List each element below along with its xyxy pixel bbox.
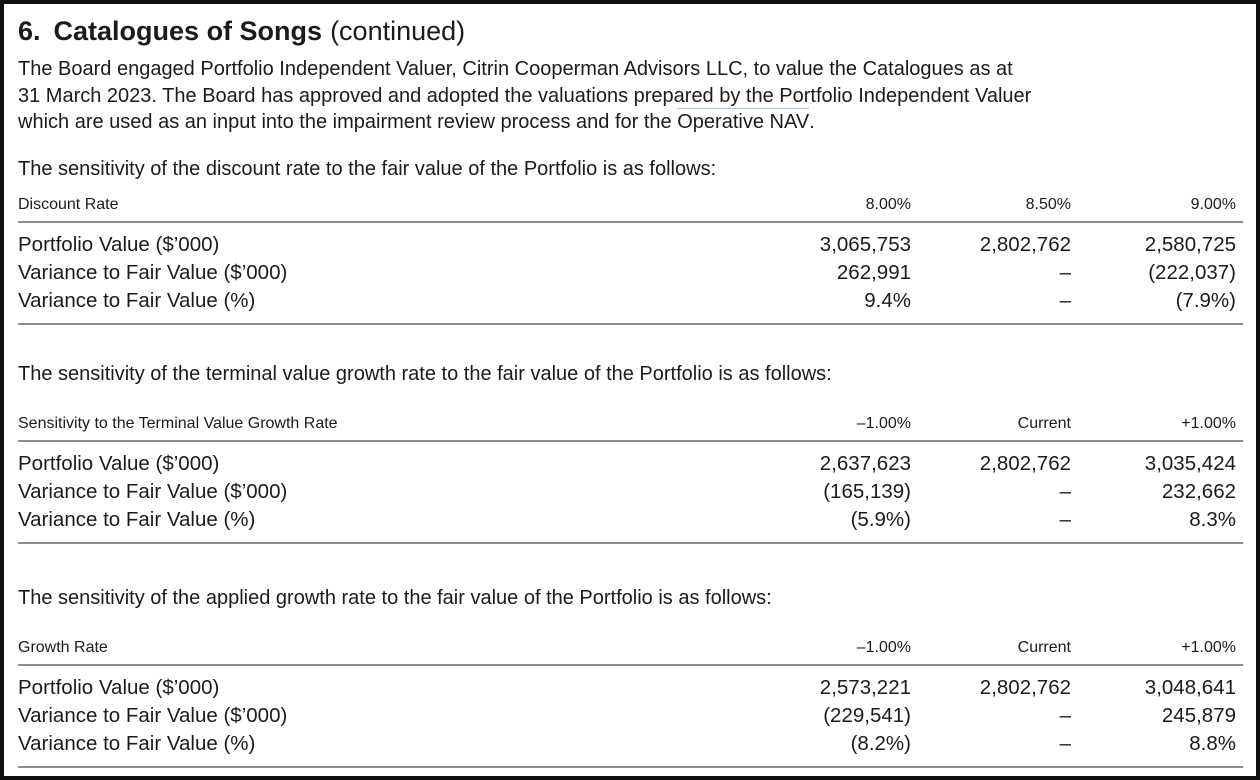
column-header-value-1: 8.00%	[761, 196, 911, 222]
cell-value: –	[1059, 260, 1071, 284]
cell-value: 2,573,221	[819, 675, 911, 699]
row-label: Variance to Fair Value (%)	[18, 730, 761, 767]
row-label: Portfolio Value ($’000)	[18, 675, 220, 699]
row-label: Variance to Fair Value (%)	[18, 506, 761, 543]
discount-rate-lead: The sensitivity of the discount rate to the fair value of the Portfolio is as follows:	[18, 157, 717, 180]
cell-value: 3,048,641	[1144, 675, 1236, 699]
intro-paragraph	[18, 56, 1243, 136]
cell-value: –	[911, 730, 1071, 767]
column-header-value-3: 9.00%	[1071, 196, 1243, 222]
cell-value: –	[1059, 479, 1071, 503]
cell-value: 2,802,762	[979, 451, 1071, 475]
section-heading	[18, 16, 1243, 47]
table-row	[18, 478, 1243, 506]
cell-value: (222,037)	[1148, 260, 1236, 284]
column-header-value-3: +1.00%	[1071, 639, 1243, 665]
terminal-value-growth-section	[18, 362, 1243, 544]
column-header-label: Discount Rate	[18, 196, 761, 222]
cell-value: –	[1059, 703, 1071, 727]
section-number: 6.	[18, 16, 41, 46]
discount-rate-table	[18, 196, 1243, 325]
section-title-suffix: (continued)	[330, 16, 466, 46]
operative-nav-link[interactable]: Operative NAV	[677, 108, 809, 136]
applied-growth-rate-section	[18, 586, 1243, 768]
table-header-row	[18, 196, 1243, 222]
cell-value: (165,139)	[823, 479, 911, 503]
table-row	[18, 730, 1243, 767]
applied-growth-rate-lead: The sensitivity of the applied growth rate to the fair value of the Portfolio is as follows:	[18, 586, 772, 609]
discount-rate-section	[18, 157, 1243, 325]
column-header-value-1: –1.00%	[761, 415, 911, 441]
terminal-value-growth-lead: The sensitivity of the terminal value growth rate to the fair value of the Portfolio is as follows:	[18, 362, 832, 385]
paragraph-line-2: 31 March 2023. The Board has approved and adopted the valuations prepared by the Portfolio Independent Valuer	[18, 84, 1032, 107]
cell-value: –	[911, 506, 1071, 543]
column-header-value-1: –1.00%	[761, 639, 911, 665]
row-label: Variance to Fair Value ($’000)	[18, 703, 288, 727]
table-row	[18, 702, 1243, 730]
cell-value: 2,802,762	[979, 675, 1071, 699]
cell-value: 2,802,762	[979, 232, 1071, 256]
row-label: Variance to Fair Value ($’000)	[18, 260, 288, 284]
cell-value: (229,541)	[823, 703, 911, 727]
column-header-value-2: 8.50%	[911, 196, 1071, 222]
column-header-value-2: Current	[911, 415, 1071, 441]
table-row	[18, 287, 1243, 324]
column-header-label: Growth Rate	[18, 639, 761, 665]
table-row	[18, 222, 1243, 259]
section-title: Catalogues of Songs	[53, 16, 323, 46]
column-header-value-2: Current	[911, 639, 1071, 665]
cell-value: (8.2%)	[761, 730, 911, 767]
row-label: Variance to Fair Value ($’000)	[18, 479, 288, 503]
cell-value: 2,580,725	[1144, 232, 1236, 256]
column-header-value-3: +1.00%	[1071, 415, 1243, 441]
table-header-row	[18, 415, 1243, 441]
column-header-label: Sensitivity to the Terminal Value Growth Rate	[18, 415, 761, 441]
paragraph-line-1: The Board engaged Portfolio Independent Valuer, Citrin Cooperman Advisors LLC, to value the Catalogues as at	[18, 58, 1013, 80]
cell-value: –	[911, 287, 1071, 324]
table-row	[18, 665, 1243, 702]
cell-value: 232,662	[1161, 479, 1236, 503]
row-label: Portfolio Value ($’000)	[18, 232, 220, 256]
table-row	[18, 441, 1243, 478]
cell-value: 2,637,623	[819, 451, 911, 475]
paragraph-line-3-end: .	[809, 111, 815, 133]
cell-value: 8.3%	[1071, 506, 1243, 543]
row-label: Variance to Fair Value (%)	[18, 287, 761, 324]
applied-growth-rate-table	[18, 639, 1243, 768]
cell-value: 9.4%	[761, 287, 911, 324]
cell-value: 245,879	[1161, 703, 1236, 727]
cell-value: 8.8%	[1071, 730, 1243, 767]
terminal-value-growth-table	[18, 415, 1243, 544]
table-header-row	[18, 639, 1243, 665]
table-row	[18, 506, 1243, 543]
cell-value: 3,065,753	[819, 232, 911, 256]
cell-value: (5.9%)	[761, 506, 911, 543]
cell-value: (7.9%)	[1071, 287, 1243, 324]
table-row	[18, 259, 1243, 287]
row-label: Portfolio Value ($’000)	[18, 451, 220, 475]
cell-value: 3,035,424	[1144, 451, 1236, 475]
paragraph-line-3: which are used as an input into the impairment review process and for the	[18, 111, 678, 133]
cell-value: 262,991	[836, 260, 911, 284]
